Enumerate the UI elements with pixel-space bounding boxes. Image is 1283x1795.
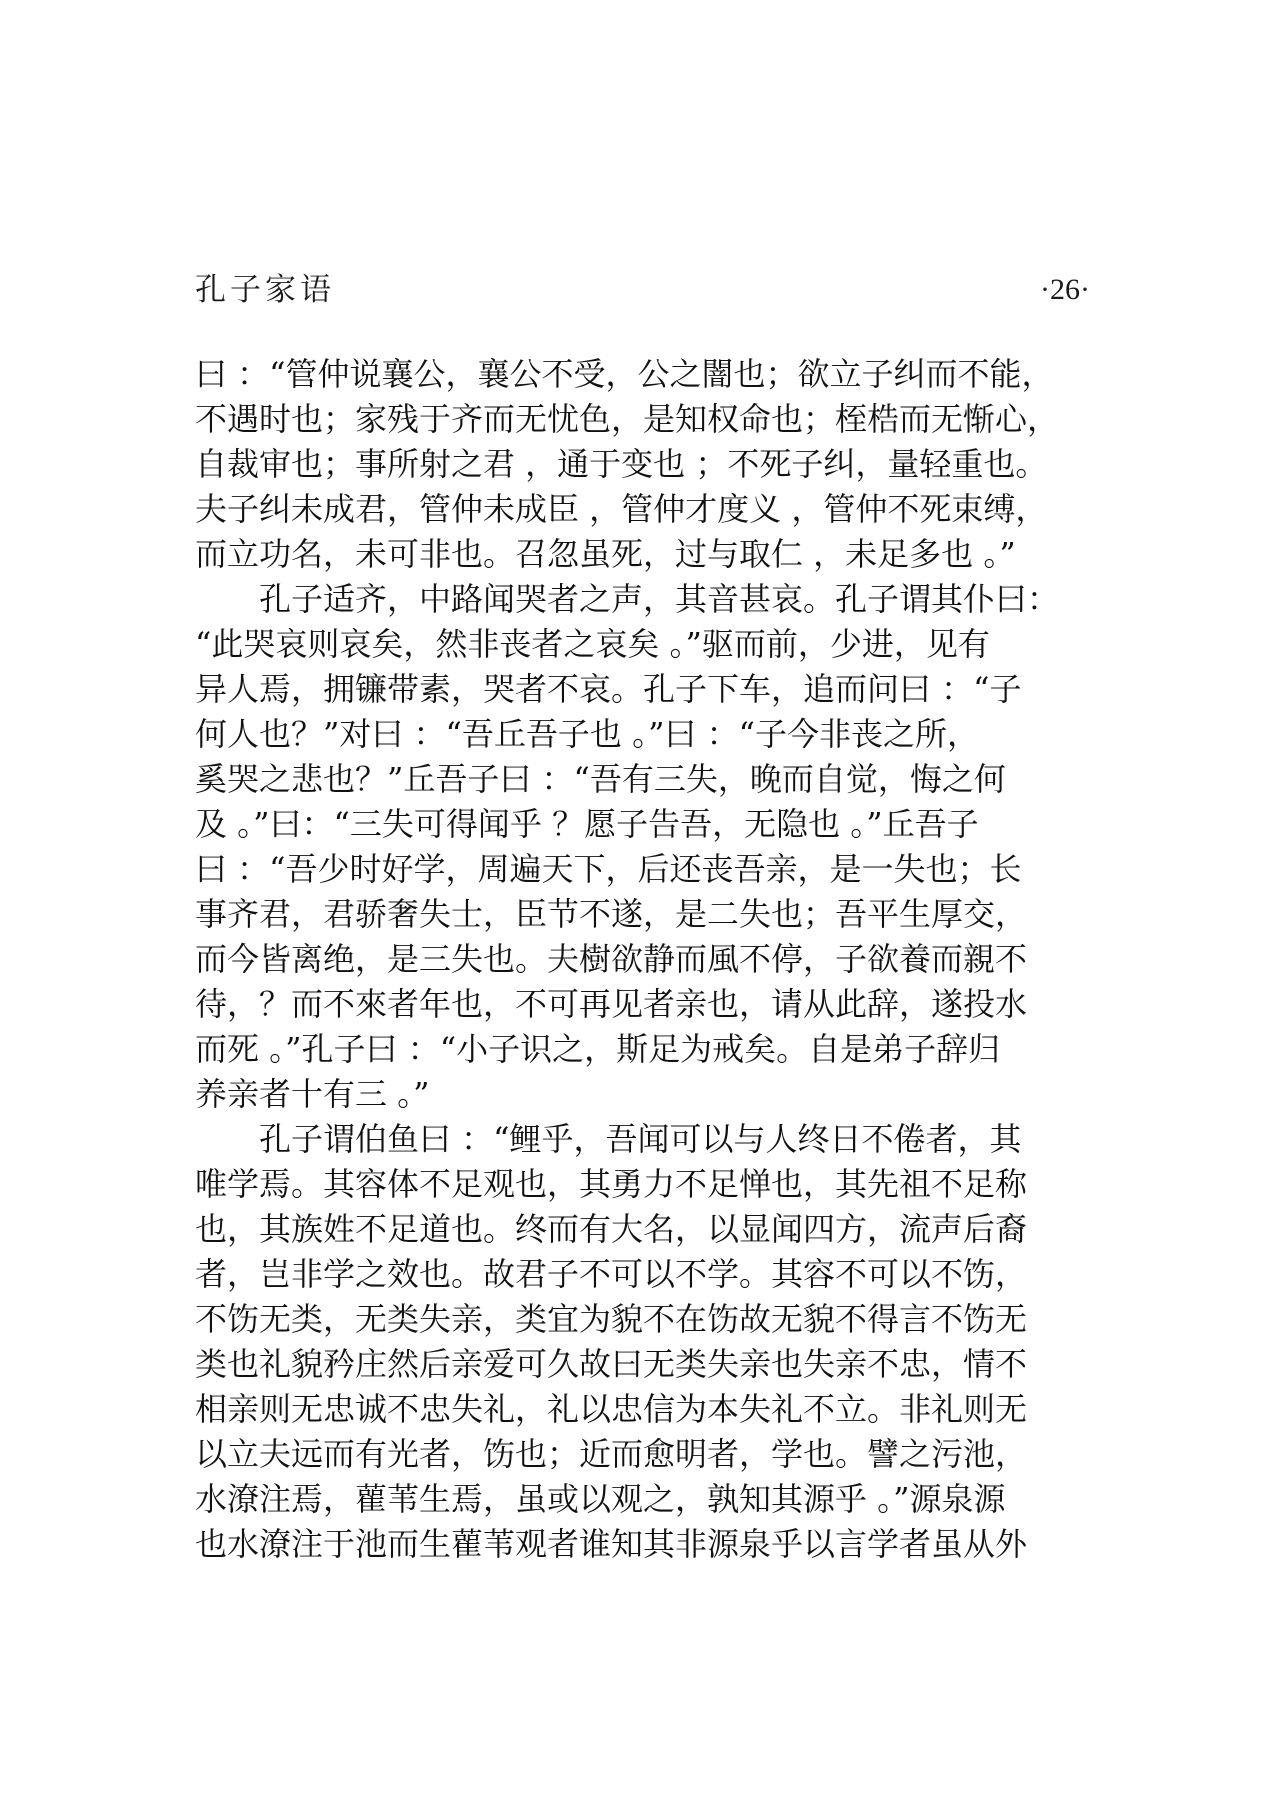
text-line: 类也礼貌矜庄然后亲爱可久故曰无类失亲也失亲不忠，情不 [195, 1345, 1028, 1383]
text-line: 夫子纠未成君，管仲未成臣 ，管仲才度义 ，管仲不死束缚， [195, 490, 1048, 528]
text-line: 而死 。”孔子曰 ：“小子识之，斯足为戒矣。自是弟子辞归 [195, 1030, 1001, 1068]
paragraph-start-line: 孔子谓伯鱼曰 ：“鲤乎，吾闻可以与人终日不倦者，其 [259, 1120, 1022, 1158]
text-line: 水潦注焉，雚苇生焉，虽或以观之，孰知其源乎 。”源泉源 [195, 1480, 1006, 1518]
text-line: 待，？而不來者年也，不可再见者亲也，请从此辞，遂投水 [195, 985, 1028, 1023]
paragraph-start-line: 孔子适齐，中路闻哭者之声，其音甚哀。孔子谓其仆曰： [259, 580, 1060, 618]
text-line: 也水潦注于池而生雚苇观者谁知其非源泉乎以言学者虽从外 [195, 1525, 1028, 1563]
text-line: 养亲者十有三 。” [195, 1075, 430, 1113]
running-header-title: 孔子家语 [195, 272, 335, 308]
text-line: 不饬无类，无类失亲，类宜为貌不在饬故无貌不得言不饬无 [195, 1300, 1028, 1338]
text-line: 曰 ：“管仲说襄公，襄公不受，公之闇也；欲立子纠而不能， [195, 355, 1054, 393]
text-line: 也，其族姓不足道也。终而有大名，以显闻四方，流声后裔 [195, 1210, 1028, 1248]
text-line: 者，岂非学之效也。故君子不可以不学。其容不可以不饬， [195, 1255, 1028, 1293]
text-line: 不遇时也；家残于齐而无忧色，是知权命也；桎梏而无惭心， [195, 400, 1060, 438]
text-line: 而立功名，未可非也。召忽虽死，过与取仁 ，未足多也 。” [195, 535, 1016, 573]
text-line: 而今皆离绝，是三失也。夫樹欲静而風不停，子欲養而親不 [195, 940, 1028, 978]
text-line: 唯学焉。其容体不足观也，其勇力不足惮也，其先祖不足称 [195, 1165, 1028, 1203]
text-line: 异人焉，拥镰带素，哭者不哀。孔子下车，追而问曰 ：“子 [195, 670, 1022, 708]
page-number: ·26· [1040, 273, 1090, 306]
text-line: 相亲则无忠诚不忠失礼，礼以忠信为本失礼不立。非礼则无 [195, 1390, 1028, 1428]
text-line: 何人也？”对曰 ：“吾丘吾子也 。”曰 ：“子今非丧之所， [195, 715, 979, 753]
text-line: 事齐君，君骄奢失士，臣节不遂，是二失也；吾平生厚交， [195, 895, 1028, 933]
text-line: 自裁审也；事所射之君 ，通于变也 ；不死子纠，量轻重也。 [195, 445, 1048, 483]
text-line: 以立夫远而有光者，饬也；近而愈明者，学也。譬之污池， [195, 1435, 1028, 1473]
text-line: 及 。”曰：“三失可得闻乎 ？愿子告吾，无隐也 。”丘吾子 [195, 805, 979, 843]
text-line: “此哭哀则哀矣，然非丧者之哀矣 。”驱而前，少进，见有 [195, 625, 990, 663]
text-line: 曰 ：“吾少时好学，周遍天下，后还丧吾亲，是一失也；长 [195, 850, 1022, 888]
text-line: 奚哭之悲也？”丘吾子曰 ：“吾有三失，晚而自觉，悔之何 [195, 760, 1006, 798]
body-text [195, 352, 1095, 1567]
